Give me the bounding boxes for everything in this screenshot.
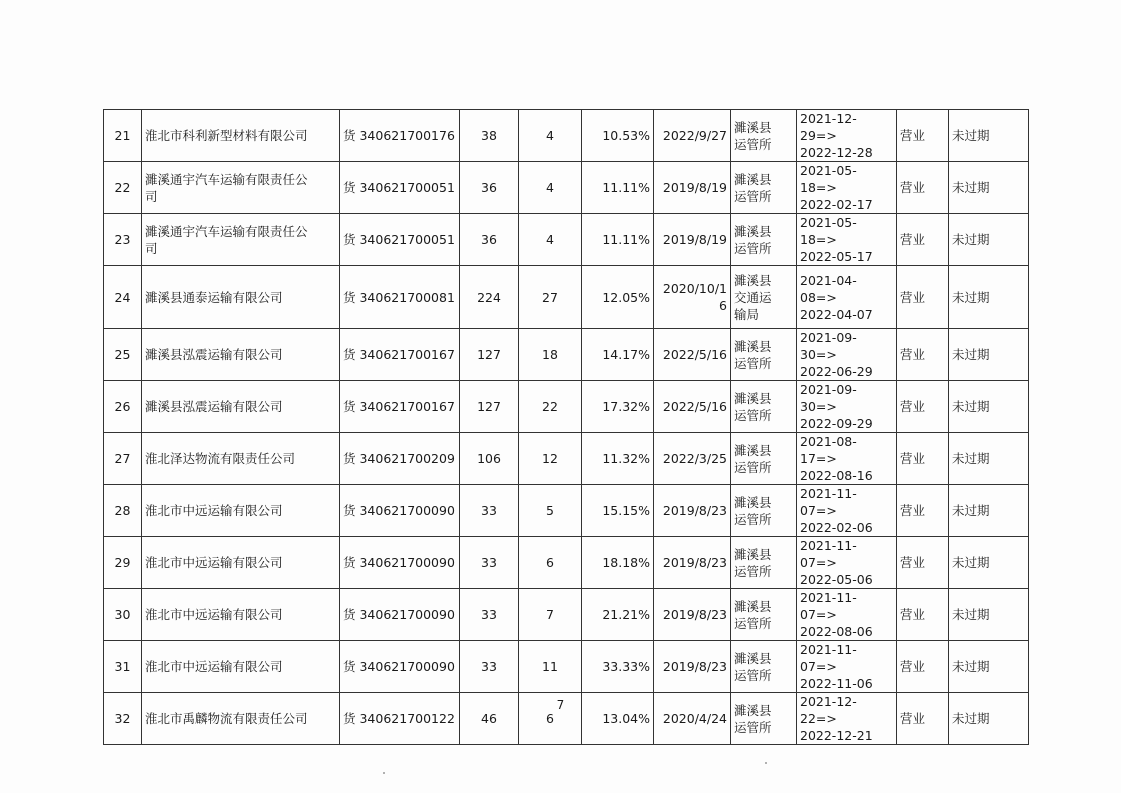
- permit-number-cell: [340, 329, 460, 381]
- vehicle-count-cell: [519, 110, 582, 162]
- business-status-cell: [897, 485, 949, 537]
- validity-period-cell: [797, 433, 897, 485]
- percentage-text: 13.04%: [602, 711, 650, 726]
- authority-text: 运管所: [734, 667, 772, 683]
- expiry-status-text: 未过期: [952, 232, 990, 247]
- record-date-text: 2019/8/23: [662, 555, 727, 570]
- business-status-cell: [897, 641, 949, 693]
- percentage-text: 12.05%: [602, 289, 650, 305]
- vehicle-total-cell: [460, 110, 519, 162]
- vehicle-total-cell: [460, 589, 519, 641]
- validity-period-text: 2022-02-06: [800, 520, 873, 535]
- validity-period-text: 2022-09-29: [800, 416, 873, 431]
- validity-period-cell: [797, 641, 897, 693]
- table-row: [104, 214, 1029, 266]
- validity-period-cell: [797, 110, 897, 162]
- row-number-text: 23: [114, 232, 131, 247]
- expiry-status-cell: [949, 110, 1029, 162]
- business-status-text: 营业: [900, 607, 926, 622]
- vehicle-total-text: 33: [481, 555, 497, 570]
- company-name-text: 淮北市禹麟物流有限责任公司: [145, 711, 308, 726]
- validity-period-text: 2022-08-06: [800, 624, 873, 639]
- percentage-cell: [582, 485, 654, 537]
- table-row: [104, 589, 1029, 641]
- row-number-text: 28: [114, 503, 131, 518]
- validity-period-text: 2021-11-07=>: [800, 590, 857, 622]
- record-date-text: 2022/3/25: [662, 451, 727, 466]
- permit-number-text: 货 340621700167: [343, 399, 455, 414]
- table-row: [104, 266, 1029, 329]
- percentage-cell: [582, 110, 654, 162]
- company-name-text: 淮北泽达物流有限责任公司: [145, 451, 296, 466]
- validity-period-text: 2022-11-06: [800, 676, 873, 691]
- percentage-cell: [582, 214, 654, 266]
- row-number-cell: [104, 110, 142, 162]
- business-status-cell: [897, 433, 949, 485]
- validity-period-text: 2022-08-16: [800, 468, 873, 483]
- record-date-cell: [654, 110, 731, 162]
- percentage-text: 21.21%: [602, 607, 650, 622]
- authority-text: 濉溪县: [734, 442, 772, 458]
- vehicle-count-cell: [519, 162, 582, 214]
- authority-text: 濉溪县: [734, 223, 772, 239]
- vehicle-total-cell: [460, 485, 519, 537]
- validity-period-text: 2021-12-22=>: [800, 694, 857, 726]
- permit-number-cell: [340, 537, 460, 589]
- expiry-status-text: 未过期: [952, 347, 990, 362]
- business-status-text: 营业: [900, 399, 926, 414]
- table-row: [104, 381, 1029, 433]
- row-number-cell: [104, 485, 142, 537]
- company-name-text: 淮北市中远运输有限公司: [145, 503, 283, 518]
- record-date-cell: [654, 329, 731, 381]
- company-name-text: 司: [145, 240, 158, 256]
- authority-text: 运管所: [734, 719, 772, 735]
- vehicle-count-text: 6: [546, 711, 554, 726]
- business-status-text: 营业: [900, 503, 926, 518]
- expiry-status-text: 未过期: [952, 607, 990, 622]
- expiry-status-cell: [949, 589, 1029, 641]
- expiry-status-text: 未过期: [952, 659, 990, 674]
- expiry-status-text: 未过期: [952, 128, 990, 143]
- row-number-text: 32: [114, 711, 131, 726]
- company-name-text: 淮北市中远运输有限公司: [145, 555, 283, 570]
- authority-cell: [731, 589, 797, 641]
- percentage-cell: [582, 162, 654, 214]
- authority-text: 濉溪县: [734, 272, 772, 288]
- vehicle-count-cell: [519, 381, 582, 433]
- table-row: [104, 110, 1029, 162]
- permit-number-text: 货 340621700209: [343, 451, 455, 466]
- expiry-status-cell: [949, 266, 1029, 329]
- company-name-text: 濉溪通宇汽车运输有限责任公: [145, 171, 308, 187]
- expiry-status-text: 未过期: [952, 289, 990, 305]
- permit-number-text: 货 340621700122: [343, 711, 455, 726]
- permit-number-cell: [340, 162, 460, 214]
- authority-cell: [731, 485, 797, 537]
- authority-cell: [731, 537, 797, 589]
- authority-text: 运管所: [734, 459, 772, 475]
- percentage-text: 14.17%: [602, 347, 650, 362]
- expiry-status-cell: [949, 214, 1029, 266]
- percentage-cell: [582, 381, 654, 433]
- expiry-status-text: 未过期: [952, 503, 990, 518]
- validity-period-text: 2022-02-17: [800, 197, 873, 212]
- permit-number-text: 货 340621700081: [343, 289, 455, 305]
- validity-period-cell: [797, 214, 897, 266]
- permit-number-cell: [340, 433, 460, 485]
- vehicle-total-cell: [460, 162, 519, 214]
- expiry-status-text: 未过期: [952, 451, 990, 466]
- expiry-status-text: 未过期: [952, 711, 990, 726]
- business-status-cell: [897, 214, 949, 266]
- row-number-cell: [104, 589, 142, 641]
- vehicle-count-text: 6: [546, 555, 554, 570]
- record-date-text: 6: [719, 298, 727, 313]
- company-name-cell: [142, 110, 340, 162]
- expiry-status-cell: [949, 433, 1029, 485]
- authority-text: 濉溪县: [734, 702, 772, 718]
- record-date-text: 2022/5/16: [662, 347, 727, 362]
- validity-period-text: 2021-09-30=>: [800, 382, 857, 414]
- vehicle-total-text: 106: [477, 451, 501, 466]
- authority-text: 濉溪县: [734, 650, 772, 666]
- validity-period-text: 2021-11-07=>: [800, 486, 857, 518]
- record-date-cell: [654, 381, 731, 433]
- record-date-text: 2019/8/23: [662, 659, 727, 674]
- vehicle-total-text: 33: [481, 659, 497, 674]
- validity-period-cell: [797, 381, 897, 433]
- validity-period-text: 2021-11-07=>: [800, 642, 857, 674]
- authority-text: 运管所: [734, 188, 772, 204]
- permit-number-text: 货 340621700090: [343, 659, 455, 674]
- percentage-text: 15.15%: [602, 503, 650, 518]
- vehicle-total-text: 36: [481, 180, 497, 195]
- permit-number-text: 货 340621700090: [343, 607, 455, 622]
- company-name-cell: [142, 485, 340, 537]
- business-status-cell: [897, 589, 949, 641]
- scan-speck: [383, 772, 385, 774]
- validity-period-text: 2022-12-28: [800, 145, 873, 160]
- vehicle-total-text: 127: [477, 347, 501, 362]
- business-status-text: 营业: [900, 555, 926, 570]
- vehicle-total-cell: [460, 214, 519, 266]
- vehicle-total-text: 36: [481, 232, 497, 247]
- percentage-cell: [582, 641, 654, 693]
- company-name-text: 濉溪通宇汽车运输有限责任公: [145, 223, 308, 239]
- authority-text: 濉溪县: [734, 494, 772, 510]
- validity-period-text: 2021-11-07=>: [800, 538, 857, 570]
- permit-number-text: 货 340621700090: [343, 555, 455, 570]
- record-date-cell: [654, 433, 731, 485]
- business-status-text: 营业: [900, 347, 926, 362]
- company-name-text: 濉溪县泓震运输有限公司: [145, 347, 283, 362]
- permit-number-cell: [340, 589, 460, 641]
- authority-text: 运管所: [734, 407, 772, 423]
- table-row: [104, 537, 1029, 589]
- row-number-text: 27: [114, 451, 131, 466]
- percentage-cell: [582, 589, 654, 641]
- business-status-cell: [897, 110, 949, 162]
- record-date-cell: [654, 537, 731, 589]
- company-name-cell: [142, 266, 340, 329]
- validity-period-cell: [797, 266, 897, 329]
- vehicle-record-table: [103, 109, 1029, 745]
- vehicle-count-cell: [519, 537, 582, 589]
- row-number-cell: [104, 266, 142, 329]
- record-date-cell: [654, 266, 731, 329]
- authority-text: 濉溪县: [734, 171, 772, 187]
- vehicle-count-text: 11: [542, 659, 558, 674]
- permit-number-text: 货 340621700051: [343, 180, 455, 195]
- business-status-cell: [897, 329, 949, 381]
- row-number-cell: [104, 641, 142, 693]
- company-name-cell: [142, 381, 340, 433]
- table-body: [104, 110, 1029, 745]
- expiry-status-text: 未过期: [952, 555, 990, 570]
- company-name-cell: [142, 537, 340, 589]
- row-number-text: 24: [114, 289, 131, 305]
- record-date-text: 2020/4/24: [662, 711, 727, 726]
- expiry-status-cell: [949, 485, 1029, 537]
- business-status-text: 营业: [900, 232, 926, 247]
- scan-speck: [765, 762, 767, 764]
- vehicle-count-cell: [519, 433, 582, 485]
- business-status-cell: [897, 162, 949, 214]
- vehicle-total-cell: [460, 329, 519, 381]
- vehicle-total-cell: [460, 433, 519, 485]
- validity-period-text: 2022-05-06: [800, 572, 873, 587]
- expiry-status-text: 未过期: [952, 399, 990, 414]
- record-date-text: 2019/8/23: [662, 503, 727, 518]
- table-row: [104, 433, 1029, 485]
- row-number-text: 30: [114, 607, 131, 622]
- vehicle-count-text: 22: [542, 399, 558, 414]
- business-status-text: 营业: [900, 711, 926, 726]
- table-row: [104, 641, 1029, 693]
- permit-number-cell: [340, 110, 460, 162]
- row-number-cell: [104, 537, 142, 589]
- record-date-text: 2020/10/1: [662, 281, 727, 296]
- row-number-cell: [104, 381, 142, 433]
- expiry-status-cell: [949, 162, 1029, 214]
- business-status-text: 营业: [900, 659, 926, 674]
- company-name-cell: [142, 214, 340, 266]
- table-row: [104, 329, 1029, 381]
- row-number-text: 31: [114, 659, 131, 674]
- vehicle-total-cell: [460, 641, 519, 693]
- validity-period-text: 2021-05-18=>: [800, 215, 857, 247]
- vehicle-total-cell: [460, 381, 519, 433]
- row-number-text: 21: [114, 128, 131, 143]
- authority-text: 交通运: [734, 289, 772, 305]
- row-number-cell: [104, 329, 142, 381]
- business-status-text: 营业: [900, 128, 926, 143]
- vehicle-count-cell: [519, 485, 582, 537]
- vehicle-total-text: 127: [477, 399, 501, 414]
- vehicle-total-text: 33: [481, 503, 497, 518]
- record-date-text: 2019/8/19: [662, 232, 727, 247]
- expiry-status-text: 未过期: [952, 180, 990, 195]
- expiry-status-cell: [949, 641, 1029, 693]
- company-name-cell: [142, 162, 340, 214]
- validity-period-text: 2021-12-29=>: [800, 111, 857, 143]
- page-number: 7: [556, 698, 565, 712]
- company-name-cell: [142, 641, 340, 693]
- record-date-text: 2022/5/16: [662, 399, 727, 414]
- vehicle-count-text: 27: [542, 289, 558, 305]
- vehicle-total-text: 224: [477, 289, 501, 305]
- company-name-text: 濉溪县通泰运输有限公司: [145, 289, 283, 305]
- company-name-cell: [142, 589, 340, 641]
- validity-period-text: 2021-04-08=>: [800, 272, 857, 305]
- row-number-cell: [104, 433, 142, 485]
- vehicle-total-text: 33: [481, 607, 497, 622]
- authority-text: 濉溪县: [734, 546, 772, 562]
- permit-number-cell: [340, 214, 460, 266]
- percentage-text: 17.32%: [602, 399, 650, 414]
- vehicle-count-cell: [519, 214, 582, 266]
- permit-number-text: 货 340621700051: [343, 232, 455, 247]
- vehicle-count-text: 5: [546, 503, 554, 518]
- record-date-cell: [654, 162, 731, 214]
- company-name-text: 濉溪县泓震运输有限公司: [145, 399, 283, 414]
- vehicle-count-cell: [519, 641, 582, 693]
- authority-text: 输局: [734, 306, 760, 322]
- validity-period-cell: [797, 537, 897, 589]
- company-name-cell: [142, 329, 340, 381]
- authority-cell: [731, 329, 797, 381]
- business-status-cell: [897, 381, 949, 433]
- validity-period-text: 2022-04-07: [800, 306, 873, 322]
- business-status-text: 营业: [900, 180, 926, 195]
- vehicle-count-text: 18: [542, 347, 558, 362]
- business-status-text: 营业: [900, 451, 926, 466]
- authority-text: 运管所: [734, 240, 772, 256]
- row-number-text: 25: [114, 347, 131, 362]
- company-name-text: 淮北市科利新型材料有限公司: [145, 128, 308, 143]
- authority-text: 运管所: [734, 615, 772, 631]
- record-date-cell: [654, 641, 731, 693]
- percentage-text: 10.53%: [602, 128, 650, 143]
- authority-cell: [731, 641, 797, 693]
- expiry-status-cell: [949, 537, 1029, 589]
- business-status-cell: [897, 537, 949, 589]
- row-number-cell: [104, 162, 142, 214]
- percentage-text: 11.11%: [602, 180, 650, 195]
- record-date-cell: [654, 214, 731, 266]
- percentage-cell: [582, 266, 654, 329]
- vehicle-total-cell: [460, 537, 519, 589]
- permit-number-text: 货 340621700176: [343, 128, 455, 143]
- record-date-cell: [654, 589, 731, 641]
- authority-cell: [731, 381, 797, 433]
- expiry-status-cell: [949, 329, 1029, 381]
- table-row: [104, 485, 1029, 537]
- validity-period-cell: [797, 485, 897, 537]
- validity-period-text: 2021-08-17=>: [800, 434, 857, 466]
- authority-text: 濉溪县: [734, 338, 772, 354]
- authority-cell: [731, 266, 797, 329]
- vehicle-count-text: 4: [546, 180, 554, 195]
- percentage-cell: [582, 537, 654, 589]
- permit-number-text: 货 340621700090: [343, 503, 455, 518]
- permit-number-text: 货 340621700167: [343, 347, 455, 362]
- authority-cell: [731, 162, 797, 214]
- validity-period-text: 2021-09-30=>: [800, 330, 857, 362]
- record-date-text: 2022/9/27: [662, 128, 727, 143]
- percentage-text: 11.32%: [602, 451, 650, 466]
- expiry-status-cell: [949, 381, 1029, 433]
- validity-period-text: 2022-12-21: [800, 728, 873, 743]
- vehicle-count-text: 4: [546, 128, 554, 143]
- permit-number-cell: [340, 381, 460, 433]
- validity-period-cell: [797, 329, 897, 381]
- record-date-cell: [654, 485, 731, 537]
- company-name-text: 淮北市中远运输有限公司: [145, 659, 283, 674]
- authority-text: 濉溪县: [734, 598, 772, 614]
- table-row: [104, 162, 1029, 214]
- vehicle-total-cell: [460, 266, 519, 329]
- vehicle-total-text: 46: [481, 711, 497, 726]
- permit-number-cell: [340, 266, 460, 329]
- vehicle-count-cell: [519, 266, 582, 329]
- validity-period-text: 2022-05-17: [800, 249, 873, 264]
- vehicle-count-text: 4: [546, 232, 554, 247]
- authority-text: 运管所: [734, 136, 772, 152]
- authority-text: 运管所: [734, 511, 772, 527]
- validity-period-text: 2022-06-29: [800, 364, 873, 379]
- percentage-text: 33.33%: [602, 659, 650, 674]
- company-name-text: 淮北市中远运输有限公司: [145, 607, 283, 622]
- record-date-text: 2019/8/23: [662, 607, 727, 622]
- authority-cell: [731, 214, 797, 266]
- authority-text: 运管所: [734, 355, 772, 371]
- percentage-text: 18.18%: [602, 555, 650, 570]
- percentage-text: 11.11%: [602, 232, 650, 247]
- row-number-text: 26: [114, 399, 131, 414]
- business-status-cell: [897, 266, 949, 329]
- row-number-cell: [104, 214, 142, 266]
- vehicle-count-text: 7: [546, 607, 554, 622]
- vehicle-count-cell: [519, 589, 582, 641]
- authority-text: 濉溪县: [734, 119, 772, 135]
- business-status-text: 营业: [900, 289, 926, 305]
- company-name-cell: [142, 433, 340, 485]
- record-date-text: 2019/8/19: [662, 180, 727, 195]
- authority-cell: [731, 433, 797, 485]
- permit-number-cell: [340, 485, 460, 537]
- authority-text: 濉溪县: [734, 390, 772, 406]
- percentage-cell: [582, 329, 654, 381]
- validity-period-text: 2021-05-18=>: [800, 163, 857, 195]
- company-name-text: 司: [145, 188, 158, 204]
- permit-number-cell: [340, 641, 460, 693]
- authority-text: 运管所: [734, 563, 772, 579]
- authority-cell: [731, 110, 797, 162]
- vehicle-count-text: 12: [542, 451, 558, 466]
- percentage-cell: [582, 433, 654, 485]
- validity-period-cell: [797, 589, 897, 641]
- vehicle-count-cell: [519, 329, 582, 381]
- validity-period-cell: [797, 162, 897, 214]
- vehicle-total-text: 38: [481, 128, 497, 143]
- row-number-text: 29: [114, 555, 131, 570]
- row-number-text: 22: [114, 180, 131, 195]
